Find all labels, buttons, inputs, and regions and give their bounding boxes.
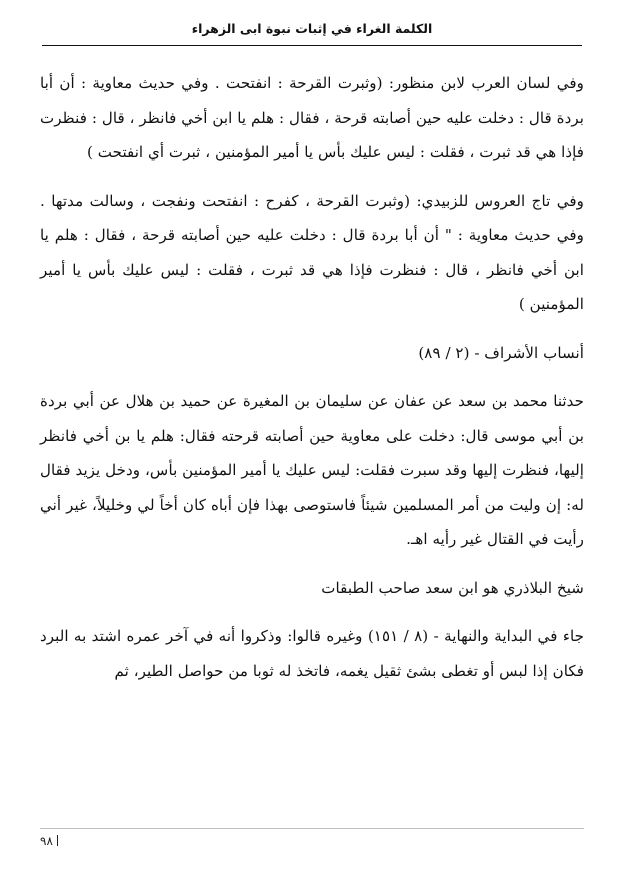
page-number: ٩٨ xyxy=(40,834,53,848)
header-divider xyxy=(42,45,582,46)
page-footer xyxy=(40,833,58,849)
paragraph-note-balādhurī: شيخ البلاذري هو ابن سعد صاحب الطبقات xyxy=(321,578,584,597)
paragraph-lisan-al-arab: وفي لسان العرب لابن منظور: (وثبرت القرحة : انفتحت . وفي حديث معاوية : أن أبا بردة قال : دخلت عليه حين أصابته قرحة ، فقال : هلم يا ابن أخي فانظر ، قال : فنظرت فإذا هي قد ثبرت ، فقلت : ليس عليك بأس يا أمير المؤمنين ، ثبرت أي انفتحت ) xyxy=(40,74,584,161)
main-text xyxy=(40,66,584,688)
section-heading-ansab: أنساب الأشراف - (٢ / ٨٩) xyxy=(418,343,584,362)
footer-divider xyxy=(40,828,584,829)
paragraph-bidaya-nihaya: جاء في البداية والنهاية - (٨ / ١٥١) وغيره قالوا: وذكروا أنه في آخر عمره اشتد به البرد فكان إذا لبس أو تغطى بشئ ثقيل يغمه، فاتخذ له ثوبا من حواصل الطير، ثم xyxy=(40,627,584,680)
paragraph-taj-al-arus: وفي تاج العروس للزبيدي: (وثبرت القرحة ، كفرح : انفتحت ونفجت ، وسالت مدتها . وفي حديث معاوية : " أن أبا بردة قال : دخلت عليه حين أصابته قرحة ، فقال : هلم يا ابن أخي فانظر ، قال : فنظرت فإذا هي قد ثبرت ، فقلت : ليس عليك بأس يا أمير المؤمنين ) xyxy=(40,191,584,313)
footer-separator xyxy=(57,835,58,846)
running-header: الكلمة الغراء في إثبات نبوة ابى الزهراء xyxy=(191,21,433,36)
paragraph-hadith-narration: حدثنا محمد بن سعد عن عفان عن سليمان بن المغيرة عن حميد بن هلال عن أبي بردة بن أبي موسى قال: دخلت على معاوية حين أصابته قرحته فقال: هلم يا بن أخي فانظر إليها، فنظرت إليها وقد سبرت فقلت: ليس عليك يا أمير المؤمنين بأس، ودخل يزيد فقال له: إن وليت من أمر المسلمين شيئاً فاستوصى بهذا فإن أباه كان أخاً لي وخليلاً، غير أني رأيت في القتال غير رأيه اهـ. xyxy=(40,392,584,548)
